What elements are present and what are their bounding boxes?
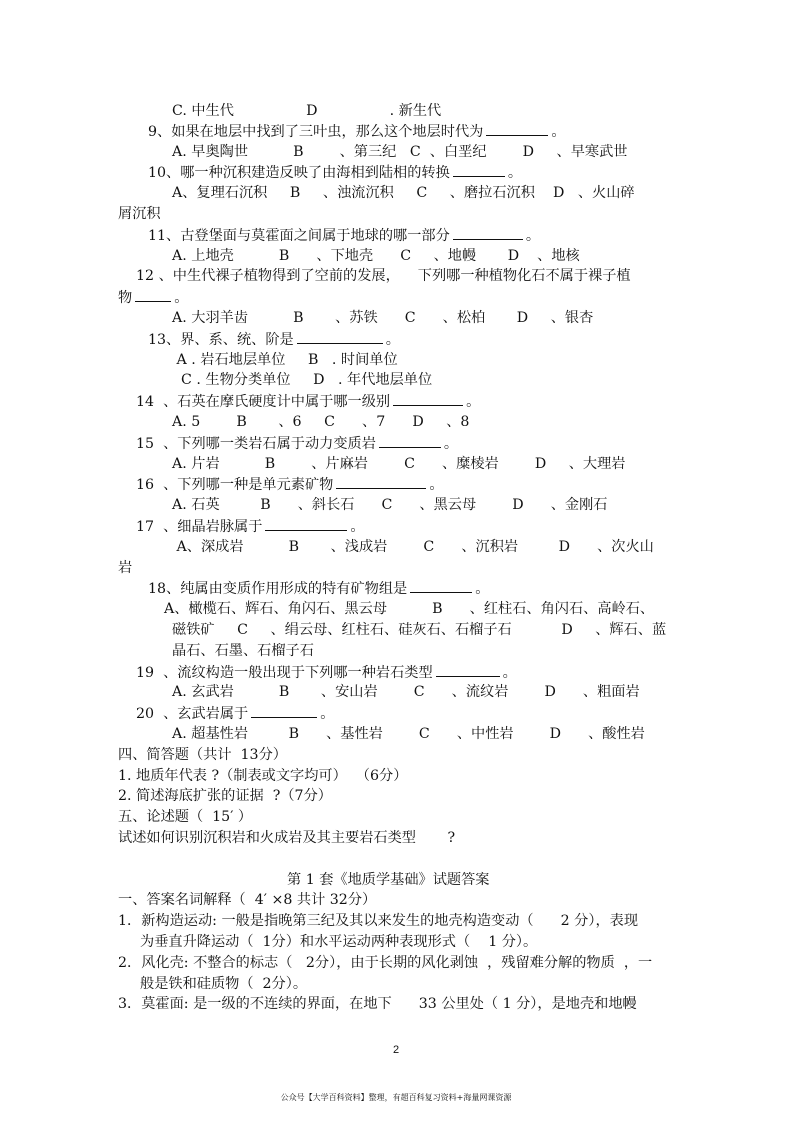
- line-text: 3．莫霍面: 是一级的不连续的界面，在地下 33 公里处（ 1 分），是地壳和地幔: [118, 996, 637, 1012]
- line-text: 13、界、系、统、阶是: [148, 332, 294, 348]
- answer-blank: [410, 578, 472, 593]
- answer-blank: [297, 329, 383, 344]
- line-end-punctuation: 。: [350, 519, 365, 535]
- answer-blank: [251, 703, 317, 718]
- line-text: 1. 地质年代表 ?（制表或文字均可） （6分）: [118, 768, 408, 784]
- line-text: A. 片岩 B 、片麻岩 C 、糜棱岩 D 、大理岩: [172, 456, 626, 472]
- line-text: 2．风化壳: 不整合的标志（ 2分），由于长期的风化剥蚀 ，残留难分解的物质 ，一: [118, 955, 653, 971]
- text-line: [172, 641, 314, 661]
- answer-blank: [336, 474, 426, 489]
- line-text: 15 、下列哪一类岩石属于动力变质岩: [136, 436, 376, 452]
- line-text: 20 、玄武岩属于: [136, 706, 249, 722]
- line-text: 1．新构造运动: 一般是指晚第三纪及其以来发生的地壳构造变动（ 2 分），表现: [118, 913, 639, 929]
- line-text: 岩: [118, 560, 133, 576]
- text-line: [172, 101, 441, 121]
- line-text: 19 、流纹构造一般出现于下列哪一种岩石类型: [136, 665, 433, 681]
- line-end-punctuation: 。: [320, 706, 335, 722]
- text-line: [172, 682, 640, 702]
- line-text: A . 岩石地层单位 B . 时间单位: [172, 352, 398, 368]
- answer-blank: [379, 433, 441, 448]
- line-end-punctuation: 。: [466, 394, 481, 410]
- line-end-punctuation: 。: [385, 332, 400, 348]
- line-text: 般是铁和硅质物（ 2分）。: [140, 976, 308, 992]
- line-text: A. 早奥陶世 B 、第三纪 C 、白垩纪 D 、早寒武世: [172, 144, 628, 160]
- line-text: A. 超基性岩 B 、基性岩 C 、中性岩 D 、酸性岩: [172, 726, 645, 742]
- line-text: 物: [118, 290, 133, 306]
- answer-blank: [453, 162, 505, 177]
- text-line: [172, 246, 580, 266]
- answer-blank: [135, 287, 171, 302]
- text-line: [172, 183, 635, 203]
- line-text: 五、论述题（ 15′ ）: [118, 809, 253, 825]
- line-text: 17 、细晶岩脉属于: [136, 519, 263, 535]
- line-text: 11、古登堡面与莫霍面之间属于地球的哪一部分: [148, 228, 450, 244]
- answer-blank: [393, 391, 463, 406]
- line-end-punctuation: 。: [174, 290, 189, 306]
- line-text: A、深成岩 B 、浅成岩 C 、沉积岩 D 、次火山: [172, 539, 654, 555]
- footer-note: 公众号【大学百科资料】整理，有超百科复习资料+海量网课资源: [280, 1093, 512, 1102]
- line-text: A、复理石沉积 B 、浊流沉积 C 、磨拉石沉积 D 、火山碎: [172, 185, 635, 201]
- line-end-punctuation: 。: [475, 581, 490, 597]
- page-number: 2: [392, 1044, 400, 1056]
- answer-blank: [265, 516, 347, 531]
- text-line: [118, 911, 638, 931]
- text-line: [118, 953, 652, 973]
- text-line: [136, 391, 480, 412]
- line-text: C . 生物分类单位 D . 年代地层单位: [172, 372, 433, 388]
- text-line: [172, 724, 645, 744]
- line-text: 14 、石英在摩氏硬度计中属于哪一级别: [136, 394, 391, 410]
- text-line: [136, 516, 365, 537]
- line-text: 磁铁矿 C 、绢云母、红柱石、硅灰石、石榴子石 D 、辉石、蓝: [172, 622, 667, 638]
- answer-blank: [436, 662, 500, 677]
- text-line: [118, 828, 455, 848]
- line-text: 为垂直升降运动（ 1分）和水平运动两种表现形式（ 1 分）。: [140, 934, 538, 950]
- text-line: [172, 308, 593, 328]
- line-text: A. 5 B 、6 C 、7 D 、8: [172, 414, 470, 430]
- line-end-punctuation: 。: [507, 165, 523, 181]
- text-line: [148, 162, 522, 183]
- line-text: 12 、中生代裸子植物得到了空前的发展， 下列哪一种植物化石不属于裸子植: [136, 268, 631, 284]
- text-line: [118, 287, 188, 308]
- line-text: A. 玄武岩 B 、安山岩 C 、流纹岩 D 、粗面岩: [172, 684, 640, 700]
- line-text: 9、如果在地层中找到了三叶虫，那么这个地层时代为: [148, 124, 484, 140]
- line-text: 10、哪一种沉积建造反映了由海相到陆相的转换: [148, 165, 450, 181]
- line-end-punctuation: 。: [502, 665, 517, 681]
- text-line: [140, 932, 537, 952]
- line-text: A、橄榄石、辉石、角闪石、黑云母 B 、红柱石、角闪石、高岭石、: [164, 601, 655, 617]
- text-line: [148, 225, 540, 246]
- text-line: [118, 890, 376, 910]
- line-text: 试述如何识别沉积岩和火成岩及其主要岩石类型 ?: [118, 830, 456, 846]
- line-text: A. 大羽羊齿 B 、苏铁 C 、松柏 D 、银杏: [172, 310, 594, 326]
- text-line: [172, 537, 654, 557]
- text-line: [136, 703, 334, 724]
- text-line: [172, 370, 432, 390]
- line-text: 18、纯属由变质作用形成的特有矿物组是: [148, 581, 408, 597]
- text-line: [172, 495, 607, 515]
- line-text: A. 石英 B 、斜长石 C 、黑云母 D 、金刚石: [172, 497, 608, 513]
- line-text: 16 、下列哪一种是单元素矿物: [136, 477, 334, 493]
- text-line: [136, 433, 458, 454]
- text-line: [172, 454, 626, 474]
- text-line: [136, 474, 444, 495]
- text-line: [118, 745, 287, 765]
- text-line: [172, 142, 627, 162]
- text-line: [148, 121, 566, 142]
- text-line: [148, 578, 489, 599]
- text-line: [148, 329, 400, 350]
- line-text: 一、答案名词解释（ 4′ ×8 共计 32分）: [118, 892, 377, 908]
- text-line: [118, 994, 637, 1014]
- text-line: [118, 204, 161, 224]
- line-end-punctuation: 。: [443, 436, 459, 452]
- line-text: 晶石、石墨、石榴子石: [172, 643, 314, 659]
- line-text: 2. 简述海底扩张的证据 ?（7分）: [118, 788, 332, 804]
- text-line: [118, 766, 407, 786]
- text-line: [136, 662, 517, 683]
- text-line: [118, 558, 132, 578]
- text-line: [136, 266, 631, 286]
- answer-blank: [486, 121, 548, 136]
- text-line: [164, 599, 654, 619]
- line-text: 屑沉积: [118, 206, 161, 222]
- text-line: [118, 786, 332, 806]
- line-text: 第 1 套《地质学基础》试题答案: [287, 872, 490, 888]
- text-line: [140, 974, 307, 994]
- line-end-punctuation: 。: [551, 124, 566, 140]
- answer-blank: [453, 225, 523, 240]
- line-end-punctuation: 。: [429, 477, 444, 493]
- text-line: [172, 350, 398, 370]
- text-line: [172, 412, 469, 432]
- text-line: [287, 870, 490, 890]
- line-text: A. 上地壳 B 、下地壳 C 、地幔 D 、地核: [172, 248, 580, 264]
- line-end-punctuation: 。: [525, 228, 541, 244]
- line-text: C. 中生代 D . 新生代: [172, 103, 442, 119]
- line-text: 四、简答题（共计 13分）: [118, 747, 287, 763]
- text-line: [118, 807, 252, 827]
- text-line: [172, 620, 666, 640]
